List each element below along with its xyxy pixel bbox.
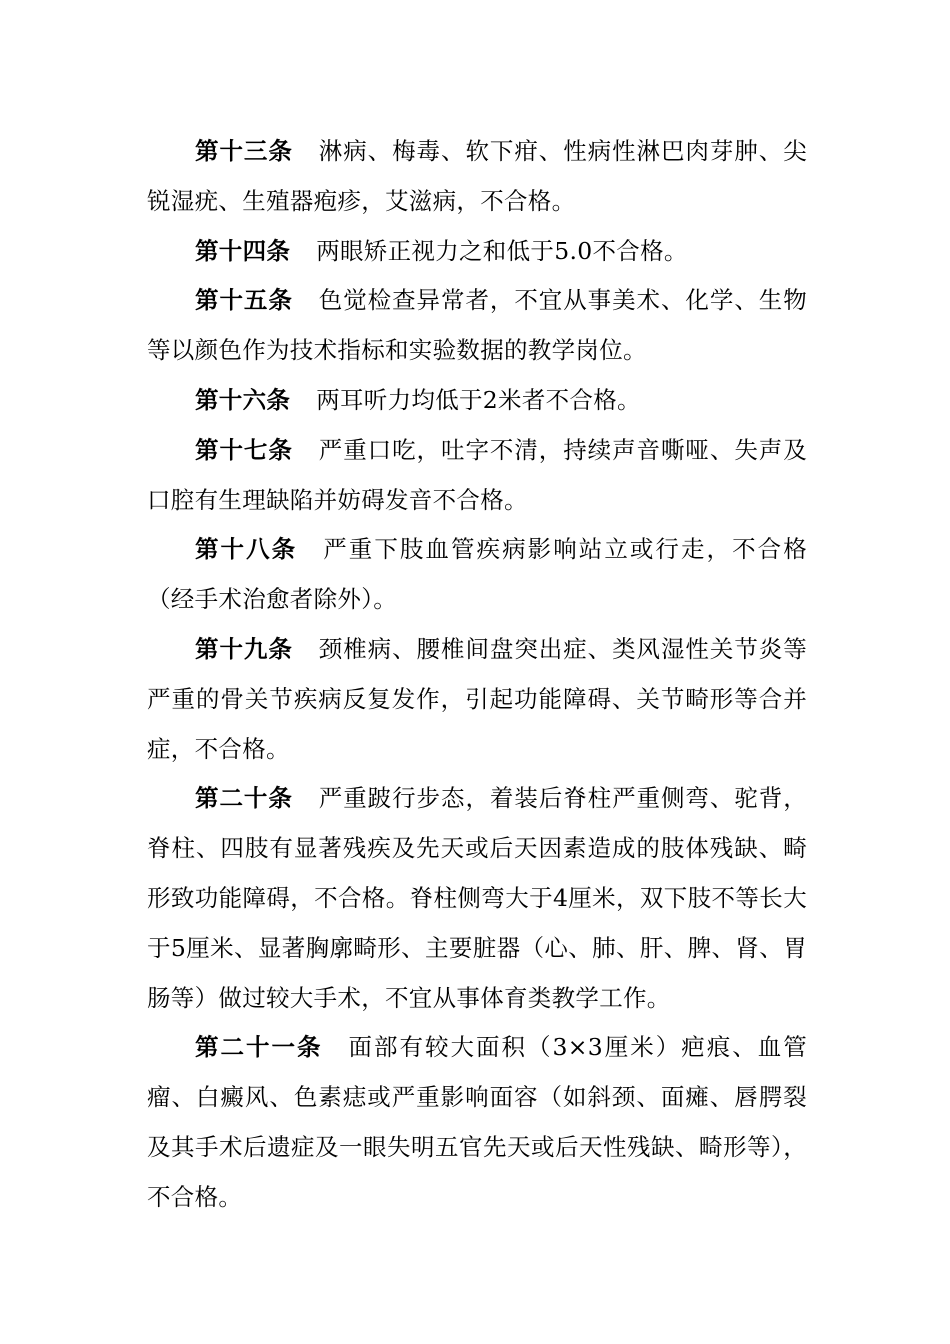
- article-15: [147, 276, 807, 376]
- article-text: 色觉检查异常者，不宜从事美术、化学、生物等以颜色作为技术指标和实验数据的教学岗位。: [147, 286, 808, 365]
- article-text: 两眼矫正视力之和低于5.0不合格。: [316, 236, 688, 265]
- article-14: [147, 227, 807, 277]
- article-16: [147, 376, 807, 426]
- article-number: 第十四条: [195, 236, 291, 265]
- article-text: 颈椎病、腰椎间盘突出症、类风湿性关节炎等严重的骨关节疾病反复发作，引起功能障碍、关节畸形等合并症，不合格。: [147, 634, 808, 763]
- article-text: 面部有较大面积（3×3厘米）疤痕、血管瘤、白癜风、色素痣或严重影响面容（如斜颈、面瘫、唇腭裂及其手术后遗症及一眼失明五官先天或后天性残缺、畸形等），不合格。: [147, 1033, 808, 1211]
- article-number: 第十八条: [195, 535, 298, 564]
- article-number: 第二十一条: [195, 1033, 323, 1062]
- article-text: 淋病、梅毒、软下疳、性病性淋巴肉芽肿、尖锐湿疣、生殖器疱疹，艾滋病，不合格。: [147, 137, 808, 215]
- article-text: 严重跛行步态，着装后脊柱严重侧弯、驼背，脊柱、四肢有显著残疾及先天或后天因素造成的肢体残缺、畸形致功能障碍，不合格。脊柱侧弯大于4厘米，双下肢不等长大于5厘米、显著胸廓畸形、主要脏器（心、肺、肝、脾、肾、胃肠等）做过较大手术，不宜从事体育类教学工作。: [147, 784, 808, 1012]
- article-text: 两耳听力均低于2米者不合格。: [316, 385, 641, 414]
- article-21: [147, 1023, 807, 1222]
- article-19: [147, 625, 807, 774]
- article-number: 第十五条: [195, 286, 293, 315]
- article-number: 第二十条: [195, 784, 293, 813]
- article-17: [147, 426, 807, 526]
- document-page: [147, 127, 807, 1223]
- article-number: 第十九条: [195, 634, 293, 663]
- article-13: [147, 127, 807, 227]
- article-number: 第十三条: [195, 137, 293, 165]
- article-text: 严重口吃，吐字不清，持续声音嘶哑、失声及口腔有生理缺陷并妨碍发音不合格。: [147, 435, 808, 514]
- article-number: 第十七条: [195, 435, 293, 464]
- article-number: 第十六条: [195, 385, 291, 414]
- article-18: [147, 525, 807, 625]
- article-20: [147, 774, 807, 1023]
- article-text: 严重下肢血管疾病影响站立或行走，不合格（经手术治愈者除外）。: [147, 535, 807, 614]
